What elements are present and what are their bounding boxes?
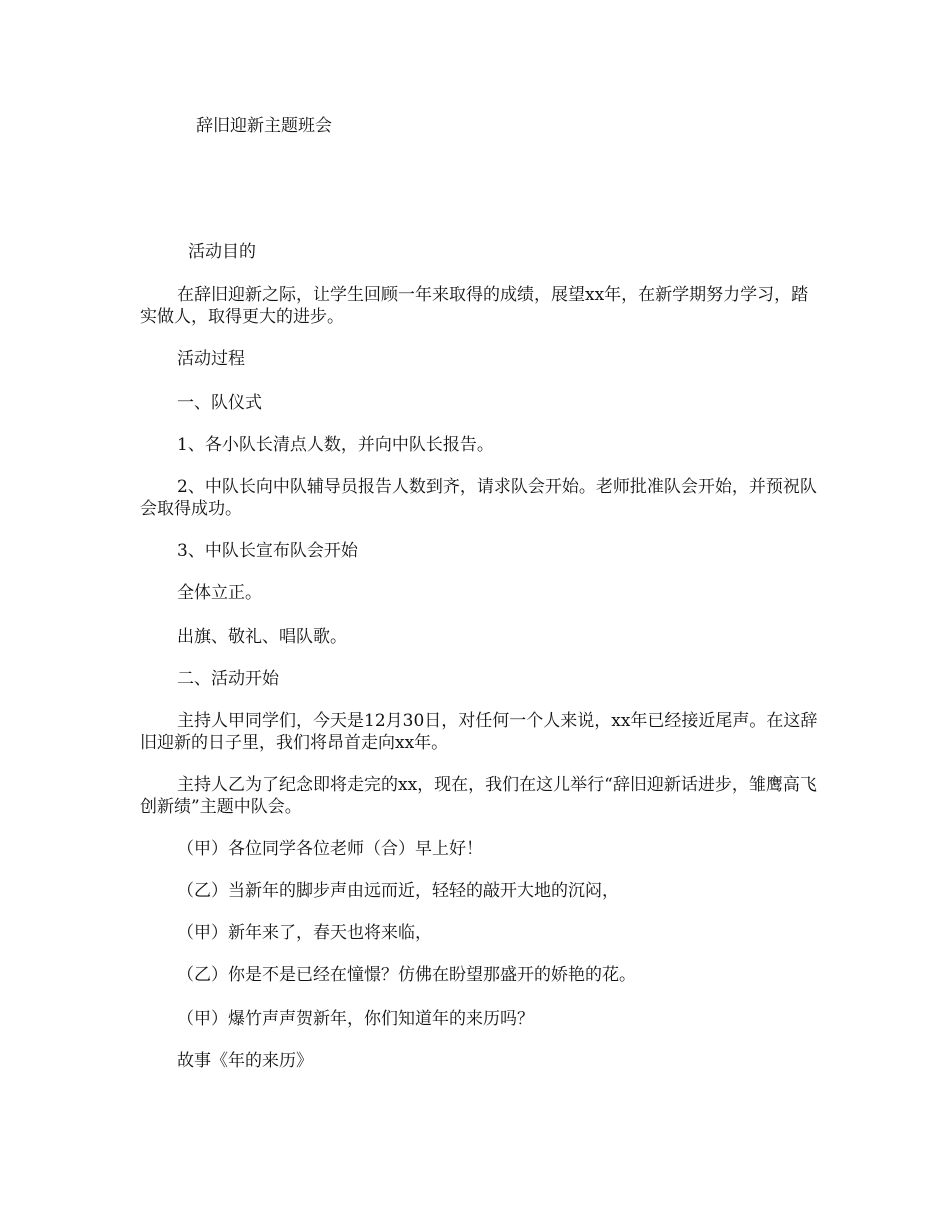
paragraph-step-1: 1、各小队长清点人数，并向中队长报告。 (177, 435, 494, 455)
paragraph-step-3: 3、中队长宣布队会开始 (177, 541, 358, 561)
paragraph-flag: 出旗、敬礼、唱队歌。 (177, 627, 347, 647)
section-heading-purpose: 活动目的 (188, 242, 256, 262)
paragraph-dialogue-2: （乙）当新年的脚步声由远而近，轻轻的敲开大地的沉闷， (177, 881, 619, 901)
paragraph-process-heading: 活动过程 (177, 349, 245, 369)
paragraph-dialogue-4: （乙）你是不是已经在憧憬？仿佛在盼望那盛开的娇艳的花。 (177, 965, 636, 985)
paragraph-step-2: 2、中队长向中队辅导员报告人数到齐，请求队会开始。老师批准队会开始，并预祝队会取得成功。 (140, 477, 817, 519)
paragraph-activity-start: 二、活动开始 (177, 669, 279, 689)
paragraph-dialogue-1: （甲）各位同学各位老师（合）早上好！ (177, 839, 483, 859)
paragraph-purpose: 在辞旧迎新之际，让学生回顾一年来取得的成绩，展望xx年，在新学期努力学习，踏实做人，取得更大的进步。 (140, 285, 809, 327)
paragraph-attention: 全体立正。 (177, 583, 262, 603)
paragraph-ceremony-heading: 一、队仪式 (177, 393, 262, 413)
document-title: 辞旧迎新主题班会 (196, 116, 332, 136)
paragraph-host-b: 主持人乙为了纪念即将走完的xx，现在，我们在这儿举行“辞旧迎新话进步，雏鹰高飞创新绩”主题中队会。 (140, 775, 817, 817)
paragraph-dialogue-5: （甲）爆竹声声贺新年，你们知道年的来历吗？ (177, 1009, 534, 1029)
paragraph-host-a: 主持人甲同学们，今天是12月30日，对任何一个人来说，xx年已经接近尾声。在这辞旧迎新的日子里，我们将昂首走向xx年。 (140, 711, 818, 753)
paragraph-dialogue-3: （甲）新年来了，春天也将来临， (177, 923, 432, 943)
paragraph-story: 故事《年的来历》 (177, 1051, 313, 1071)
